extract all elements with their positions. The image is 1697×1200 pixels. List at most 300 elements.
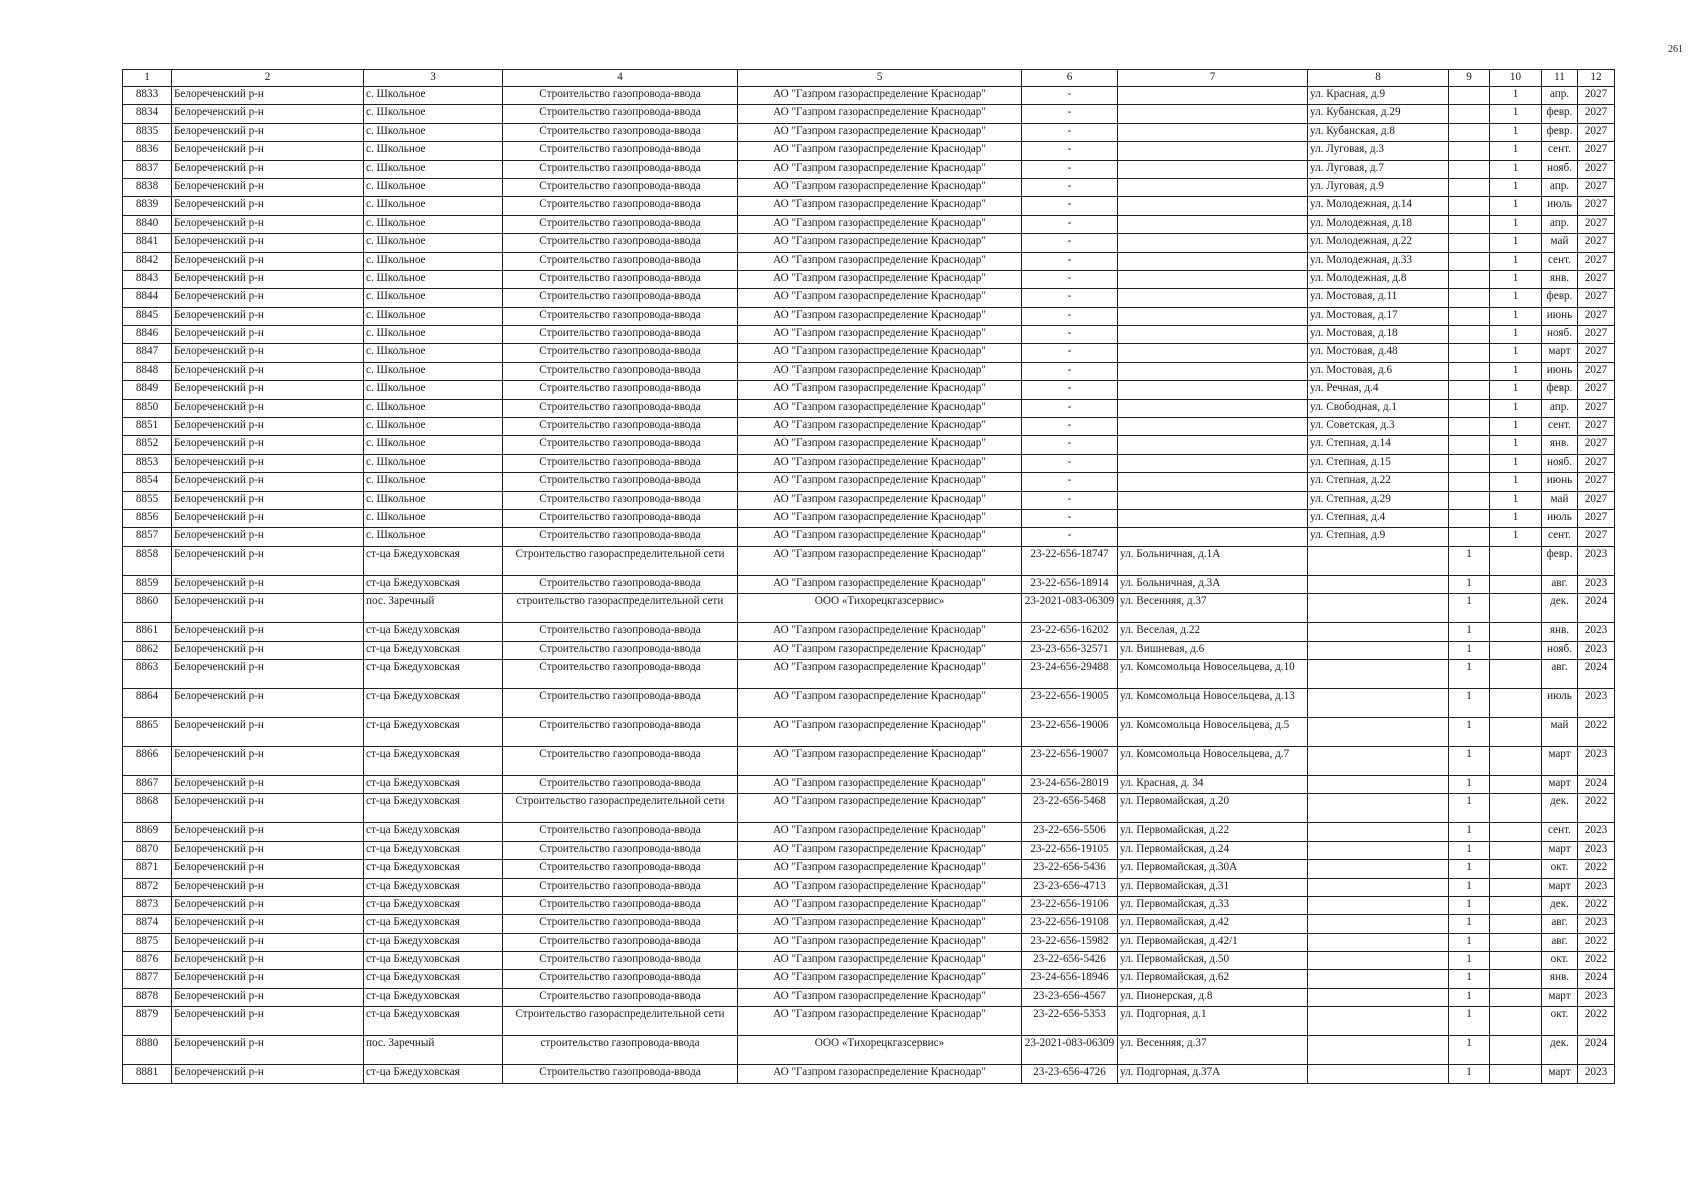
table-row — [123, 794, 1615, 823]
table-row — [123, 160, 1615, 178]
cell-settlement: с. Школьное — [364, 528, 503, 546]
cell-qty-a: 1 — [1449, 878, 1490, 896]
cell-district: Белореченский р-н — [172, 896, 364, 914]
cell-address-a: ул. Весенняя, д.37 — [1118, 1036, 1308, 1065]
cell-address-a — [1118, 142, 1308, 160]
cell-address-a — [1118, 436, 1308, 454]
cell-address-a — [1118, 252, 1308, 270]
cell-settlement: ст-ца Бжедуховская — [364, 575, 503, 593]
table-row — [123, 623, 1615, 641]
table-row — [123, 546, 1615, 575]
cell-month: дек. — [1542, 794, 1578, 823]
cell-address-a: ул. Вишневая, д.6 — [1118, 641, 1308, 659]
cell-year: 2027 — [1578, 307, 1615, 325]
table-row — [123, 659, 1615, 688]
cell-organization: АО "Газпром газораспределение Краснодар" — [738, 454, 1022, 472]
cell-organization: АО "Газпром газораспределение Краснодар" — [738, 252, 1022, 270]
cell-row-number: 8881 — [123, 1065, 172, 1083]
cell-qty-b: 1 — [1490, 399, 1542, 417]
cell-qty-b: 1 — [1490, 436, 1542, 454]
cell-address-b: ул. Молодежная, д.22 — [1308, 234, 1449, 252]
cell-district: Белореченский р-н — [172, 473, 364, 491]
table-row — [123, 344, 1615, 362]
cell-year: 2027 — [1578, 528, 1615, 546]
cell-address-b — [1308, 546, 1449, 575]
cell-address-b — [1308, 717, 1449, 746]
cell-qty-b — [1490, 594, 1542, 623]
cell-district: Белореченский р-н — [172, 970, 364, 988]
cell-month: сент. — [1542, 823, 1578, 841]
cell-work-type: Строительство газопровода-ввода — [503, 1065, 738, 1083]
cell-address-b: ул. Луговая, д.3 — [1308, 142, 1449, 160]
cell-work-type: Строительство газопровода-ввода — [503, 105, 738, 123]
table-row — [123, 178, 1615, 196]
cell-district: Белореченский р-н — [172, 123, 364, 141]
cell-district: Белореченский р-н — [172, 362, 364, 380]
cell-address-b — [1308, 896, 1449, 914]
cell-address-a: ул. Комсомольца Новосельцева, д.10 — [1118, 659, 1308, 688]
cell-organization: АО "Газпром газораспределение Краснодар" — [738, 178, 1022, 196]
cell-qty-b: 1 — [1490, 105, 1542, 123]
cell-address-b — [1308, 1036, 1449, 1065]
cell-work-type: Строительство газопровода-ввода — [503, 641, 738, 659]
cell-row-number: 8841 — [123, 234, 172, 252]
cell-organization: АО "Газпром газораспределение Краснодар" — [738, 623, 1022, 641]
cell-district: Белореченский р-н — [172, 142, 364, 160]
cell-district: Белореченский р-н — [172, 933, 364, 951]
cell-permit-number: - — [1022, 326, 1118, 344]
cell-permit-number: - — [1022, 215, 1118, 233]
cell-month: июнь — [1542, 473, 1578, 491]
cell-row-number: 8849 — [123, 381, 172, 399]
cell-organization: АО "Газпром газораспределение Краснодар" — [738, 641, 1022, 659]
cell-year: 2023 — [1578, 878, 1615, 896]
cell-district: Белореченский р-н — [172, 215, 364, 233]
cell-qty-a — [1449, 326, 1490, 344]
cell-row-number: 8854 — [123, 473, 172, 491]
cell-organization: АО "Газпром газораспределение Краснодар" — [738, 1065, 1022, 1083]
cell-work-type: Строительство газораспределительной сети — [503, 1007, 738, 1036]
cell-row-number: 8846 — [123, 326, 172, 344]
cell-district: Белореченский р-н — [172, 1065, 364, 1083]
cell-month: февр. — [1542, 289, 1578, 307]
cell-permit-number: - — [1022, 270, 1118, 288]
cell-qty-a: 1 — [1449, 970, 1490, 988]
cell-organization: ООО «Тихорецкгазсервис» — [738, 594, 1022, 623]
cell-month: окт. — [1542, 952, 1578, 970]
cell-row-number: 8833 — [123, 87, 172, 105]
cell-address-a: ул. Первомайская, д.62 — [1118, 970, 1308, 988]
cell-district: Белореченский р-н — [172, 623, 364, 641]
cell-settlement: с. Школьное — [364, 178, 503, 196]
column-header-6: 6 — [1022, 70, 1118, 87]
cell-row-number: 8837 — [123, 160, 172, 178]
cell-settlement: с. Школьное — [364, 418, 503, 436]
cell-organization: АО "Газпром газораспределение Краснодар" — [738, 860, 1022, 878]
cell-qty-a: 1 — [1449, 546, 1490, 575]
cell-qty-b: 1 — [1490, 270, 1542, 288]
cell-work-type: Строительство газопровода-ввода — [503, 575, 738, 593]
cell-qty-b: 1 — [1490, 528, 1542, 546]
cell-address-a — [1118, 160, 1308, 178]
cell-address-a — [1118, 178, 1308, 196]
cell-settlement: с. Школьное — [364, 454, 503, 472]
cell-month: дек. — [1542, 1036, 1578, 1065]
cell-address-b — [1308, 794, 1449, 823]
cell-year: 2027 — [1578, 142, 1615, 160]
cell-address-b: ул. Кубанская, д.8 — [1308, 123, 1449, 141]
cell-qty-a: 1 — [1449, 860, 1490, 878]
table-row — [123, 436, 1615, 454]
cell-settlement: с. Школьное — [364, 234, 503, 252]
cell-row-number: 8848 — [123, 362, 172, 380]
cell-month: июль — [1542, 197, 1578, 215]
cell-settlement: ст-ца Бжедуховская — [364, 794, 503, 823]
cell-settlement: с. Школьное — [364, 307, 503, 325]
cell-settlement: ст-ца Бжедуховская — [364, 717, 503, 746]
cell-permit-number: - — [1022, 362, 1118, 380]
cell-month: апр. — [1542, 215, 1578, 233]
cell-permit-number: 23-22-656-19106 — [1022, 896, 1118, 914]
table-row — [123, 952, 1615, 970]
cell-qty-b — [1490, 823, 1542, 841]
cell-address-a: ул. Больничная, д.3А — [1118, 575, 1308, 593]
table-row — [123, 746, 1615, 775]
cell-organization: АО "Газпром газораспределение Краснодар" — [738, 794, 1022, 823]
cell-organization: АО "Газпром газораспределение Краснодар" — [738, 896, 1022, 914]
cell-qty-b: 1 — [1490, 87, 1542, 105]
cell-district: Белореченский р-н — [172, 418, 364, 436]
cell-address-b — [1308, 1065, 1449, 1083]
cell-year: 2027 — [1578, 399, 1615, 417]
cell-organization: АО "Газпром газораспределение Краснодар" — [738, 326, 1022, 344]
cell-month: март — [1542, 878, 1578, 896]
cell-work-type: Строительство газопровода-ввода — [503, 326, 738, 344]
cell-month: нояб. — [1542, 160, 1578, 178]
cell-work-type: Строительство газопровода-ввода — [503, 717, 738, 746]
cell-address-a: ул. Первомайская, д.20 — [1118, 794, 1308, 823]
cell-address-a: ул. Первомайская, д.50 — [1118, 952, 1308, 970]
cell-address-b: ул. Речная, д.4 — [1308, 381, 1449, 399]
cell-organization: АО "Газпром газораспределение Краснодар" — [738, 234, 1022, 252]
cell-qty-b: 1 — [1490, 326, 1542, 344]
cell-qty-b — [1490, 988, 1542, 1006]
cell-settlement: ст-ца Бжедуховская — [364, 933, 503, 951]
cell-year: 2027 — [1578, 197, 1615, 215]
cell-year: 2027 — [1578, 123, 1615, 141]
cell-row-number: 8878 — [123, 988, 172, 1006]
cell-settlement: с. Школьное — [364, 123, 503, 141]
cell-qty-a: 1 — [1449, 823, 1490, 841]
cell-settlement: ст-ца Бжедуховская — [364, 915, 503, 933]
cell-organization: АО "Газпром газораспределение Краснодар" — [738, 509, 1022, 527]
cell-row-number: 8864 — [123, 688, 172, 717]
cell-permit-number: 23-2021-083-06309 — [1022, 1036, 1118, 1065]
cell-permit-number: 23-24-656-18946 — [1022, 970, 1118, 988]
cell-address-a — [1118, 362, 1308, 380]
cell-address-b: ул. Мостовая, д.6 — [1308, 362, 1449, 380]
cell-work-type: Строительство газопровода-ввода — [503, 270, 738, 288]
cell-address-a — [1118, 270, 1308, 288]
cell-year: 2023 — [1578, 746, 1615, 775]
cell-organization: АО "Газпром газораспределение Краснодар" — [738, 399, 1022, 417]
cell-address-b — [1308, 594, 1449, 623]
cell-qty-a: 1 — [1449, 688, 1490, 717]
cell-work-type: Строительство газопровода-ввода — [503, 123, 738, 141]
cell-permit-number: 23-22-656-5506 — [1022, 823, 1118, 841]
cell-month: июнь — [1542, 362, 1578, 380]
cell-organization: АО "Газпром газораспределение Краснодар" — [738, 915, 1022, 933]
cell-address-b — [1308, 575, 1449, 593]
cell-district: Белореченский р-н — [172, 105, 364, 123]
cell-qty-b — [1490, 717, 1542, 746]
cell-qty-b: 1 — [1490, 289, 1542, 307]
cell-work-type: Строительство газопровода-ввода — [503, 775, 738, 793]
cell-permit-number: - — [1022, 160, 1118, 178]
cell-year: 2023 — [1578, 623, 1615, 641]
cell-district: Белореченский р-н — [172, 952, 364, 970]
table-body — [123, 87, 1615, 1084]
cell-district: Белореченский р-н — [172, 860, 364, 878]
cell-organization: АО "Газпром газораспределение Краснодар" — [738, 160, 1022, 178]
cell-district: Белореченский р-н — [172, 841, 364, 859]
cell-work-type: Строительство газопровода-ввода — [503, 289, 738, 307]
cell-district: Белореченский р-н — [172, 659, 364, 688]
column-header-3: 3 — [364, 70, 503, 87]
cell-row-number: 8871 — [123, 860, 172, 878]
cell-settlement: ст-ца Бжедуховская — [364, 841, 503, 859]
cell-address-a — [1118, 509, 1308, 527]
cell-address-a — [1118, 234, 1308, 252]
cell-work-type: Строительство газопровода-ввода — [503, 381, 738, 399]
cell-district: Белореченский р-н — [172, 381, 364, 399]
cell-qty-b: 1 — [1490, 123, 1542, 141]
cell-work-type: Строительство газопровода-ввода — [503, 491, 738, 509]
cell-work-type: Строительство газопровода-ввода — [503, 197, 738, 215]
cell-settlement: ст-ца Бжедуховская — [364, 1065, 503, 1083]
cell-organization: АО "Газпром газораспределение Краснодар" — [738, 105, 1022, 123]
cell-year: 2022 — [1578, 794, 1615, 823]
cell-row-number: 8859 — [123, 575, 172, 593]
cell-organization: АО "Газпром газораспределение Краснодар" — [738, 436, 1022, 454]
cell-address-b — [1308, 860, 1449, 878]
cell-row-number: 8873 — [123, 896, 172, 914]
cell-address-b — [1308, 878, 1449, 896]
table-row — [123, 381, 1615, 399]
cell-row-number: 8852 — [123, 436, 172, 454]
cell-organization: АО "Газпром газораспределение Краснодар" — [738, 215, 1022, 233]
cell-settlement: ст-ца Бжедуховская — [364, 623, 503, 641]
cell-year: 2024 — [1578, 775, 1615, 793]
cell-year: 2023 — [1578, 988, 1615, 1006]
cell-qty-b: 1 — [1490, 234, 1542, 252]
cell-work-type: Строительство газопровода-ввода — [503, 454, 738, 472]
cell-organization: АО "Газпром газораспределение Краснодар" — [738, 952, 1022, 970]
cell-year: 2027 — [1578, 87, 1615, 105]
cell-qty-a: 1 — [1449, 623, 1490, 641]
cell-qty-b — [1490, 933, 1542, 951]
cell-qty-b: 1 — [1490, 142, 1542, 160]
cell-row-number: 8847 — [123, 344, 172, 362]
cell-address-b — [1308, 841, 1449, 859]
cell-address-b: ул. Свободная, д.1 — [1308, 399, 1449, 417]
cell-address-a — [1118, 289, 1308, 307]
cell-address-a: ул. Веселая, д.22 — [1118, 623, 1308, 641]
cell-year: 2022 — [1578, 717, 1615, 746]
table-row — [123, 594, 1615, 623]
table-row — [123, 491, 1615, 509]
cell-address-b — [1308, 659, 1449, 688]
cell-address-a: ул. Первомайская, д.24 — [1118, 841, 1308, 859]
table-row — [123, 841, 1615, 859]
cell-qty-a: 1 — [1449, 952, 1490, 970]
cell-work-type: Строительство газопровода-ввода — [503, 234, 738, 252]
cell-qty-a — [1449, 252, 1490, 270]
cell-address-a: ул. Первомайская, д.42 — [1118, 915, 1308, 933]
table-row — [123, 87, 1615, 105]
cell-permit-number: 23-23-656-4567 — [1022, 988, 1118, 1006]
cell-work-type: Строительство газопровода-ввода — [503, 952, 738, 970]
cell-work-type: Строительство газопровода-ввода — [503, 399, 738, 417]
cell-qty-b — [1490, 841, 1542, 859]
cell-qty-a — [1449, 418, 1490, 436]
cell-qty-b — [1490, 1036, 1542, 1065]
cell-organization: ООО «Тихорецкгазсервис» — [738, 1036, 1022, 1065]
cell-address-b: ул. Молодежная, д.18 — [1308, 215, 1449, 233]
cell-organization: АО "Газпром газораспределение Краснодар" — [738, 491, 1022, 509]
cell-year: 2022 — [1578, 896, 1615, 914]
cell-address-a — [1118, 473, 1308, 491]
cell-settlement: ст-ца Бжедуховская — [364, 878, 503, 896]
cell-organization: АО "Газпром газораспределение Краснодар" — [738, 1007, 1022, 1036]
cell-district: Белореченский р-н — [172, 794, 364, 823]
cell-settlement: с. Школьное — [364, 160, 503, 178]
cell-qty-a — [1449, 87, 1490, 105]
cell-organization: АО "Газпром газораспределение Краснодар" — [738, 381, 1022, 399]
cell-month: дек. — [1542, 594, 1578, 623]
cell-organization: АО "Газпром газораспределение Краснодар" — [738, 775, 1022, 793]
cell-address-a: ул. Весенняя, д.37 — [1118, 594, 1308, 623]
cell-work-type: Строительство газопровода-ввода — [503, 970, 738, 988]
cell-work-type: Строительство газопровода-ввода — [503, 746, 738, 775]
cell-year: 2022 — [1578, 860, 1615, 878]
cell-address-b — [1308, 988, 1449, 1006]
cell-qty-a — [1449, 344, 1490, 362]
cell-settlement: ст-ца Бжедуховская — [364, 823, 503, 841]
cell-address-b: ул. Степная, д.14 — [1308, 436, 1449, 454]
cell-permit-number: 23-23-656-32571 — [1022, 641, 1118, 659]
table-row — [123, 123, 1615, 141]
cell-organization: АО "Газпром газораспределение Краснодар" — [738, 970, 1022, 988]
cell-address-a: ул. Комсомольца Новосельцева, д.5 — [1118, 717, 1308, 746]
cell-settlement: с. Школьное — [364, 215, 503, 233]
cell-row-number: 8839 — [123, 197, 172, 215]
cell-address-a — [1118, 326, 1308, 344]
cell-qty-b — [1490, 1065, 1542, 1083]
cell-row-number: 8858 — [123, 546, 172, 575]
cell-year: 2027 — [1578, 326, 1615, 344]
cell-address-b: ул. Молодежная, д.8 — [1308, 270, 1449, 288]
cell-permit-number: 23-22-656-15982 — [1022, 933, 1118, 951]
cell-district: Белореченский р-н — [172, 988, 364, 1006]
cell-year: 2027 — [1578, 105, 1615, 123]
table-row — [123, 575, 1615, 593]
cell-work-type: Строительство газопровода-ввода — [503, 933, 738, 951]
cell-district: Белореченский р-н — [172, 326, 364, 344]
cell-permit-number: 23-22-656-19108 — [1022, 915, 1118, 933]
cell-district: Белореченский р-н — [172, 87, 364, 105]
cell-qty-b — [1490, 546, 1542, 575]
cell-row-number: 8872 — [123, 878, 172, 896]
cell-district: Белореченский р-н — [172, 491, 364, 509]
cell-month: май — [1542, 717, 1578, 746]
cell-qty-a — [1449, 105, 1490, 123]
cell-row-number: 8844 — [123, 289, 172, 307]
cell-district: Белореченский р-н — [172, 270, 364, 288]
cell-qty-a — [1449, 473, 1490, 491]
cell-settlement: с. Школьное — [364, 87, 503, 105]
cell-settlement: ст-ца Бжедуховская — [364, 1007, 503, 1036]
table-row — [123, 142, 1615, 160]
cell-qty-b — [1490, 915, 1542, 933]
cell-work-type: Строительство газопровода-ввода — [503, 841, 738, 859]
cell-district: Белореченский р-н — [172, 509, 364, 527]
cell-qty-b — [1490, 896, 1542, 914]
cell-organization: АО "Газпром газораспределение Краснодар" — [738, 575, 1022, 593]
cell-month: апр. — [1542, 178, 1578, 196]
cell-qty-a: 1 — [1449, 594, 1490, 623]
cell-organization: АО "Газпром газораспределение Краснодар" — [738, 841, 1022, 859]
cell-row-number: 8876 — [123, 952, 172, 970]
cell-organization: АО "Газпром газораспределение Краснодар" — [738, 197, 1022, 215]
cell-qty-a: 1 — [1449, 988, 1490, 1006]
table-row — [123, 717, 1615, 746]
cell-work-type: Строительство газораспределительной сети — [503, 794, 738, 823]
cell-address-b: ул. Молодежная, д.33 — [1308, 252, 1449, 270]
cell-qty-b: 1 — [1490, 491, 1542, 509]
cell-year: 2024 — [1578, 594, 1615, 623]
cell-row-number: 8863 — [123, 659, 172, 688]
cell-row-number: 8869 — [123, 823, 172, 841]
cell-month: янв. — [1542, 436, 1578, 454]
cell-permit-number: 23-22-656-5468 — [1022, 794, 1118, 823]
cell-month: нояб. — [1542, 641, 1578, 659]
cell-address-b: ул. Степная, д.9 — [1308, 528, 1449, 546]
cell-row-number: 8862 — [123, 641, 172, 659]
cell-organization: АО "Газпром газораспределение Краснодар" — [738, 717, 1022, 746]
cell-settlement: с. Школьное — [364, 289, 503, 307]
cell-work-type: Строительство газопровода-ввода — [503, 178, 738, 196]
cell-address-b — [1308, 688, 1449, 717]
cell-qty-b — [1490, 575, 1542, 593]
cell-organization: АО "Газпром газораспределение Краснодар" — [738, 344, 1022, 362]
cell-address-b: ул. Кубанская, д.29 — [1308, 105, 1449, 123]
table-row — [123, 270, 1615, 288]
cell-qty-b — [1490, 775, 1542, 793]
cell-qty-b — [1490, 878, 1542, 896]
cell-qty-a — [1449, 234, 1490, 252]
cell-qty-a — [1449, 381, 1490, 399]
cell-month: март — [1542, 841, 1578, 859]
cell-row-number: 8857 — [123, 528, 172, 546]
table-row — [123, 823, 1615, 841]
cell-organization: АО "Газпром газораспределение Краснодар" — [738, 688, 1022, 717]
table-row — [123, 362, 1615, 380]
cell-permit-number: - — [1022, 87, 1118, 105]
cell-qty-a: 1 — [1449, 641, 1490, 659]
cell-work-type: Строительство газопровода-ввода — [503, 362, 738, 380]
cell-address-b: ул. Мостовая, д.18 — [1308, 326, 1449, 344]
